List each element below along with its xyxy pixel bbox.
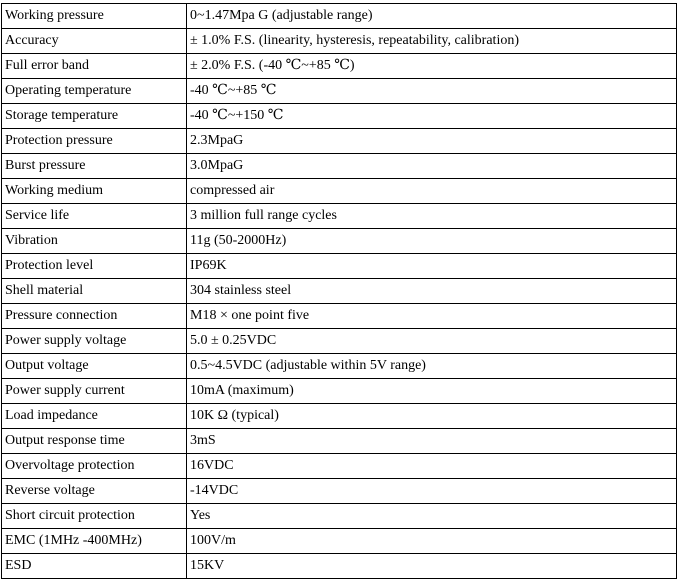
spec-name-cell: Overvoltage protection: [2, 454, 187, 479]
spec-name-cell: EMC (1MHz -400MHz): [2, 529, 187, 554]
table-row: [2, 179, 677, 204]
spec-name-cell: Power supply voltage: [2, 329, 187, 354]
spec-value-cell: ± 2.0% F.S. (-40 ℃~+85 ℃): [187, 54, 677, 79]
table-row: [2, 354, 677, 379]
spec-name-cell: Short circuit protection: [2, 504, 187, 529]
spec-name-cell: Reverse voltage: [2, 479, 187, 504]
spec-value-cell: 3mS: [187, 429, 677, 454]
spec-value-cell: 0.5~4.5VDC (adjustable within 5V range): [187, 354, 677, 379]
table-row: [2, 454, 677, 479]
spec-table-body: [2, 4, 677, 579]
spec-name-cell: Operating temperature: [2, 79, 187, 104]
spec-name-cell: Protection pressure: [2, 129, 187, 154]
table-row: [2, 4, 677, 29]
spec-value-cell: 0~1.47Mpa G (adjustable range): [187, 4, 677, 29]
spec-name-cell: Load impedance: [2, 404, 187, 429]
spec-name-cell: Service life: [2, 204, 187, 229]
spec-value-cell: 304 stainless steel: [187, 279, 677, 304]
spec-name-cell: Burst pressure: [2, 154, 187, 179]
table-row: [2, 254, 677, 279]
spec-name-cell: Shell material: [2, 279, 187, 304]
spec-name-cell: Full error band: [2, 54, 187, 79]
spec-value-cell: 15KV: [187, 554, 677, 579]
table-row: [2, 529, 677, 554]
spec-name-cell: Working medium: [2, 179, 187, 204]
spec-name-cell: Accuracy: [2, 29, 187, 54]
table-row: [2, 304, 677, 329]
spec-value-cell: Yes: [187, 504, 677, 529]
spec-value-cell: 11g (50-2000Hz): [187, 229, 677, 254]
spec-value-cell: 16VDC: [187, 454, 677, 479]
spec-value-cell: 2.3MpaG: [187, 129, 677, 154]
table-row: [2, 104, 677, 129]
spec-name-cell: Protection level: [2, 254, 187, 279]
table-row: [2, 204, 677, 229]
spec-value-cell: -40 ℃~+85 ℃: [187, 79, 677, 104]
table-row: [2, 404, 677, 429]
table-row: [2, 79, 677, 104]
spec-value-cell: M18 × one point five: [187, 304, 677, 329]
spec-name-cell: Vibration: [2, 229, 187, 254]
spec-name-cell: Working pressure: [2, 4, 187, 29]
spec-name-cell: ESD: [2, 554, 187, 579]
table-row: [2, 479, 677, 504]
spec-value-cell: 10K Ω (typical): [187, 404, 677, 429]
table-row: [2, 29, 677, 54]
spec-value-cell: 100V/m: [187, 529, 677, 554]
table-row: [2, 229, 677, 254]
spec-table: [1, 3, 677, 579]
spec-value-cell: compressed air: [187, 179, 677, 204]
table-row: [2, 154, 677, 179]
table-row: [2, 54, 677, 79]
table-row: [2, 129, 677, 154]
table-row: [2, 554, 677, 579]
table-row: [2, 429, 677, 454]
spec-value-cell: 3 million full range cycles: [187, 204, 677, 229]
spec-value-cell: ± 1.0% F.S. (linearity, hysteresis, repeatability, calibration): [187, 29, 677, 54]
table-row: [2, 329, 677, 354]
spec-name-cell: Output voltage: [2, 354, 187, 379]
table-row: [2, 504, 677, 529]
spec-value-cell: -14VDC: [187, 479, 677, 504]
table-row: [2, 279, 677, 304]
spec-name-cell: Pressure connection: [2, 304, 187, 329]
spec-name-cell: Storage temperature: [2, 104, 187, 129]
spec-value-cell: 5.0 ± 0.25VDC: [187, 329, 677, 354]
spec-value-cell: 10mA (maximum): [187, 379, 677, 404]
spec-value-cell: -40 ℃~+150 ℃: [187, 104, 677, 129]
spec-value-cell: 3.0MpaG: [187, 154, 677, 179]
spec-name-cell: Output response time: [2, 429, 187, 454]
spec-value-cell: IP69K: [187, 254, 677, 279]
spec-name-cell: Power supply current: [2, 379, 187, 404]
table-row: [2, 379, 677, 404]
